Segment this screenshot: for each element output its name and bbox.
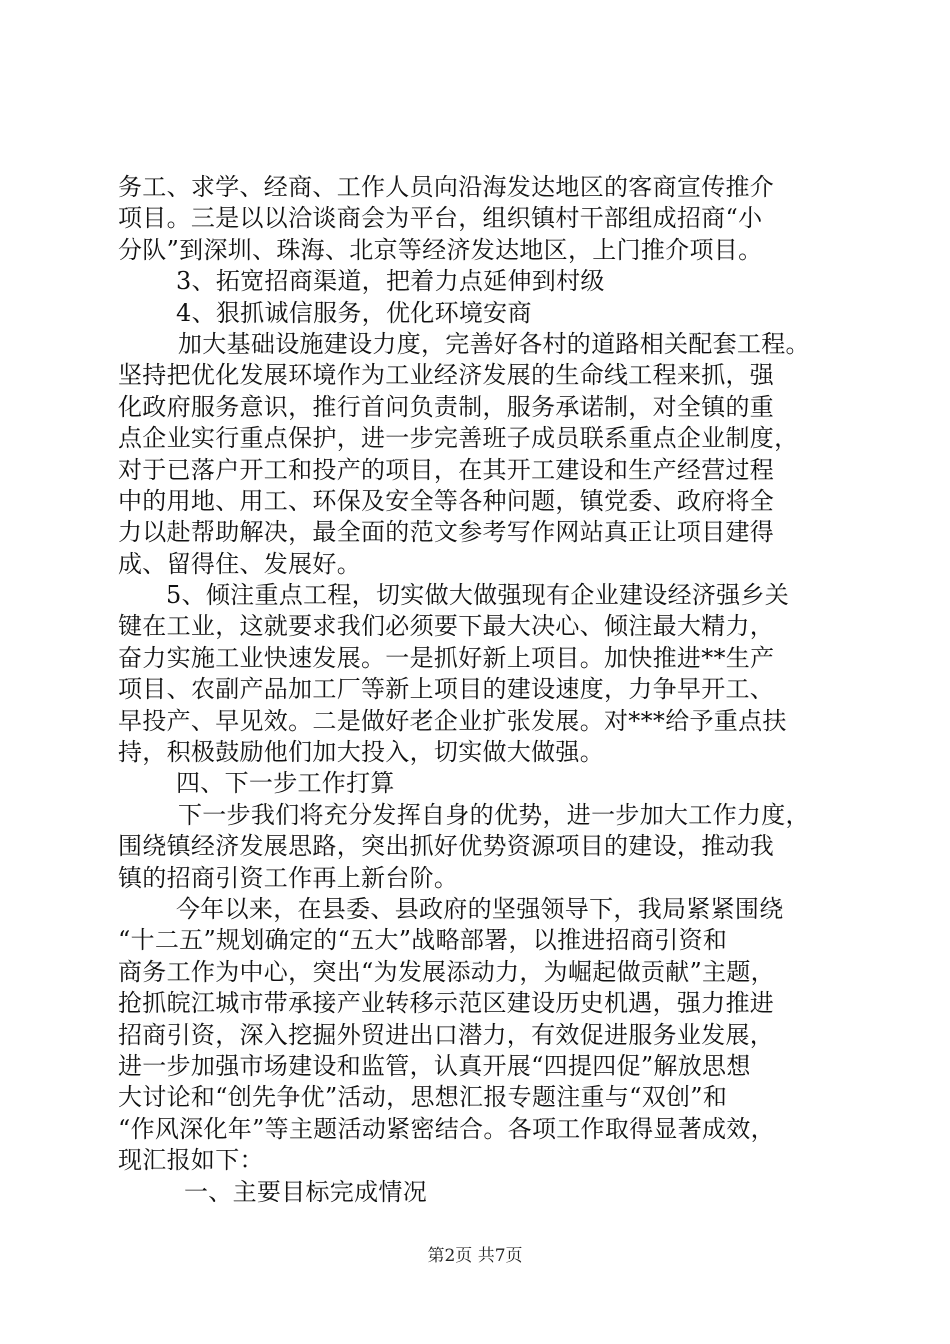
section-heading: 一、主要目标完成情况 <box>184 1177 427 1206</box>
document-body <box>118 172 848 1208</box>
text-line: 键在工业，这就要求我们必须要下最大决心、倾注最大精力， <box>118 612 775 641</box>
text-line: 项目。三是以以洽谈商会为平台，组织镇村干部组成招商“小 <box>118 204 763 233</box>
text-line: 奋力实施工业快速发展。一是抓好新上项目。加快推进**生产 <box>118 643 775 672</box>
text-line: 点企业实行重点保护，进一步完善班子成员联系重点企业制度， <box>118 424 799 453</box>
text-line: 进一步加强市场建设和监管，认真开展“四提四促”解放思想 <box>118 1051 751 1080</box>
text-line: 商务工作为中心，突出“为发展添动力，为崛起做贡献”主题， <box>118 957 775 986</box>
text-line: 成、留得住、发展好。 <box>118 549 361 578</box>
text-line: 招商引资，深入挖掘外贸进出口潜力，有效促进服务业发展， <box>118 1020 775 1049</box>
section-heading: 5、倾注重点工程，切实做大做强现有企业建设经济强乡关 <box>166 581 790 610</box>
text-line: 抢抓皖江城市带承接产业转移示范区建设历史机遇，强力推进 <box>118 989 775 1018</box>
text-line: 大讨论和“创先争优”活动，思想汇报专题注重与“双创”和 <box>118 1083 728 1112</box>
text-line: 下一步我们将充分发挥自身的优势，进一步加大工作力度， <box>178 800 810 829</box>
text-line: 分队”到深圳、珠海、北京等经济发达地区，上门推介项目。 <box>118 235 763 264</box>
text-line: “十二五”规划确定的“五大”战略部署，以推进招商引资和 <box>118 926 728 955</box>
text-line: 坚持把优化发展环境作为工业经济发展的生命线工程来抓，强 <box>118 361 775 390</box>
section-heading: 3、拓宽招商渠道，把着力点延伸到村级 <box>176 267 605 296</box>
text-line: 镇的招商引资工作再上新台阶。 <box>118 863 459 892</box>
text-line: “作风深化年”等主题活动紧密结合。各项工作取得显著成效， <box>118 1114 775 1143</box>
text-line: 早投产、早见效。二是做好老企业扩张发展。对***给予重点扶 <box>118 706 787 735</box>
section-heading: 四、下一步工作打算 <box>176 769 395 798</box>
text-line: 中的用地、用工、环保及安全等各种问题，镇党委、政府将全 <box>118 486 775 515</box>
page-footer: 第2页 共7页 <box>427 1246 523 1266</box>
text-line: 化政府服务意识，推行首问负责制，服务承诺制，对全镇的重 <box>118 392 775 421</box>
section-heading: 4、狠抓诚信服务，优化环境安商 <box>176 298 532 327</box>
text-line: 今年以来，在县委、县政府的坚强领导下，我局紧紧围绕 <box>176 894 784 923</box>
text-line: 持，积极鼓励他们加大投入，切实做大做强。 <box>118 738 604 767</box>
text-line: 现汇报如下： <box>118 1146 264 1175</box>
text-line: 加大基础设施建设力度，完善好各村的道路相关配套工程。 <box>178 329 810 358</box>
text-line: 力以赴帮助解决，最全面的范文参考写作网站真正让项目建得 <box>118 518 775 547</box>
text-line: 务工、求学、经商、工作人员向沿海发达地区的客商宣传推介 <box>118 173 775 201</box>
text-line: 对于已落户开工和投产的项目，在其开工建设和生产经营过程 <box>118 455 775 484</box>
text-line: 围绕镇经济发展思路，突出抓好优势资源项目的建设，推动我 <box>118 832 775 861</box>
text-line: 项目、农副产品加工厂等新上项目的建设速度，力争早开工、 <box>118 675 775 704</box>
